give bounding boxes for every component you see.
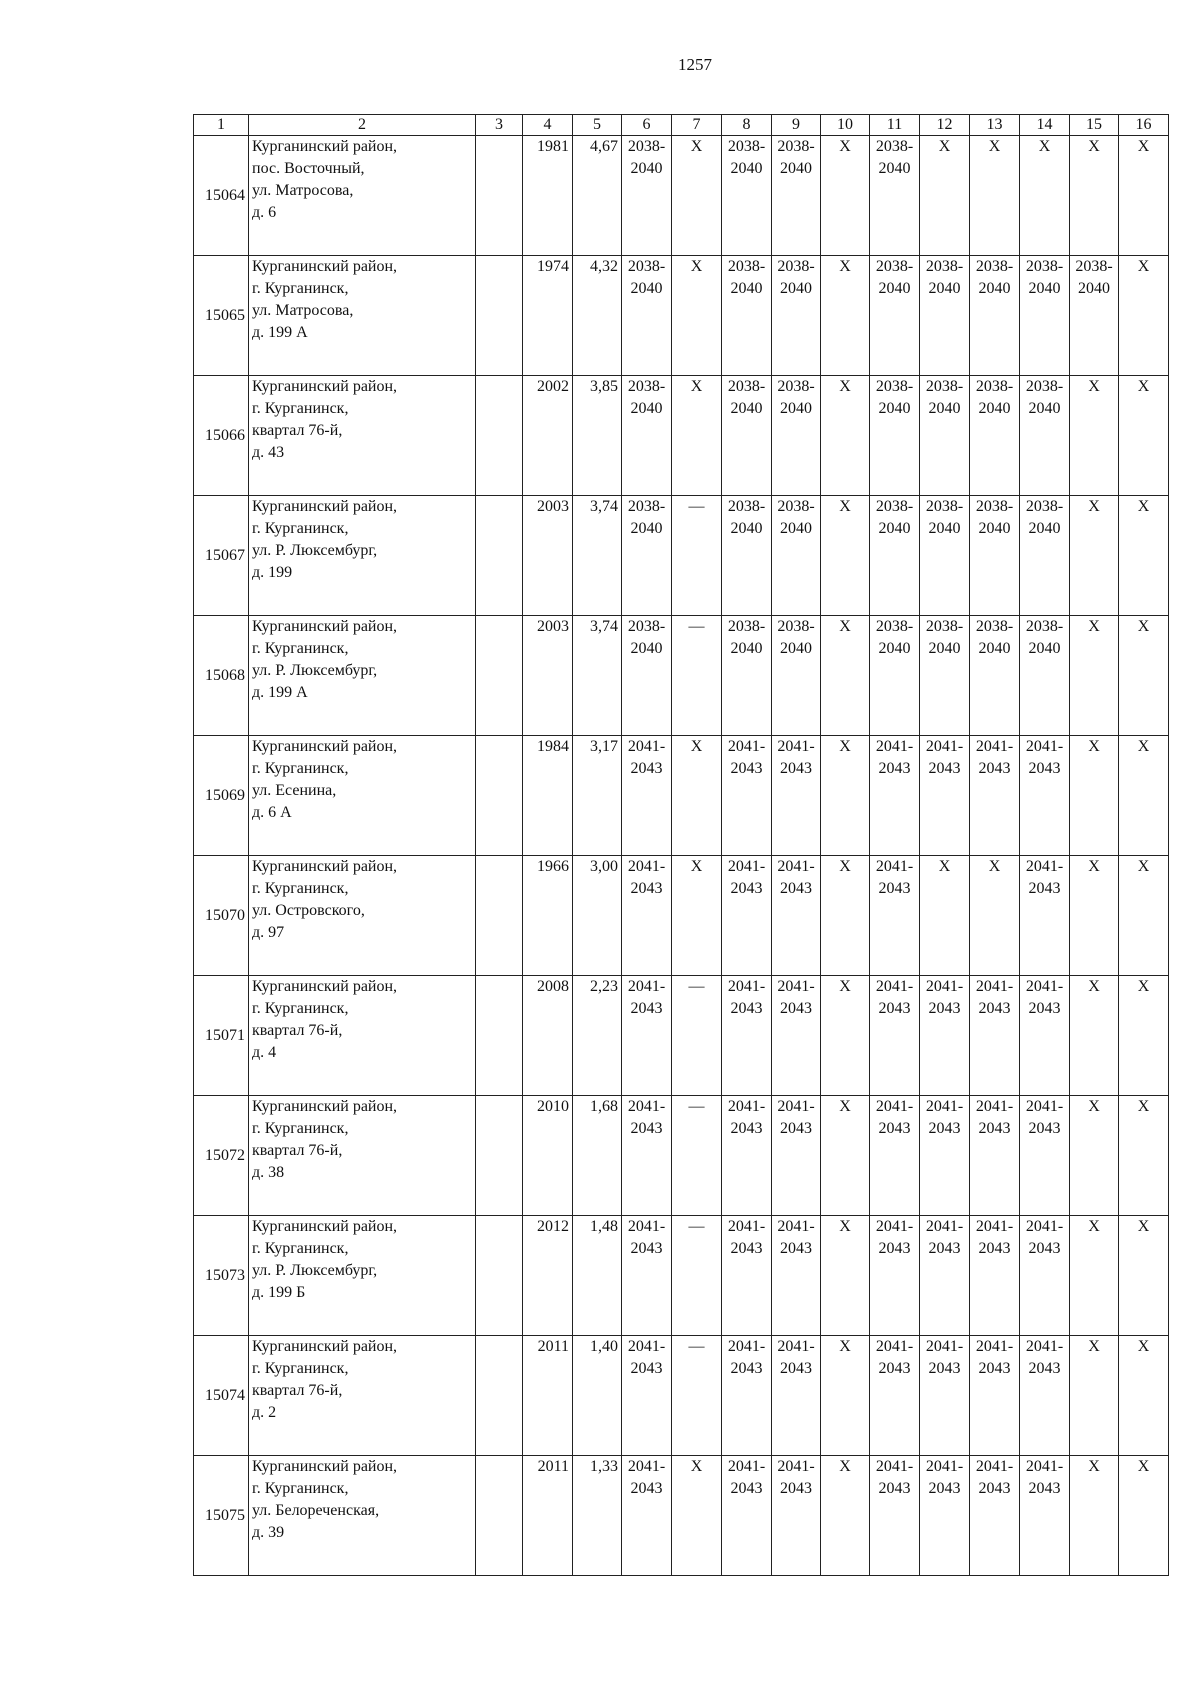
cell-col-6: 2041- 2043 (622, 976, 672, 1096)
cell-col-16: Х (1119, 1096, 1169, 1216)
cell-col-8: 2041- 2043 (722, 1336, 772, 1456)
cell-col-3 (476, 496, 523, 616)
cell-col-9: 2041- 2043 (772, 976, 821, 1096)
table-row (194, 376, 1169, 496)
table-row (194, 616, 1169, 736)
cell-col-16: Х (1119, 1456, 1169, 1576)
column-header-16: 16 (1119, 115, 1169, 136)
cell-col-14: 2038- 2040 (1020, 616, 1070, 736)
cell-col-16: Х (1119, 736, 1169, 856)
table-row (194, 1336, 1169, 1456)
cell-col-3 (476, 616, 523, 736)
cell-col-12: 2038- 2040 (920, 496, 970, 616)
cell-col-10: Х (821, 1336, 870, 1456)
page-number: 1257 (678, 55, 712, 74)
row-number: 15064 (194, 136, 249, 256)
cell-col-3 (476, 376, 523, 496)
cell-col-15: Х (1070, 1096, 1119, 1216)
cell-col-15: Х (1070, 736, 1119, 856)
cell-col-11: 2041- 2043 (870, 1456, 920, 1576)
cell-col-10: Х (821, 736, 870, 856)
address-cell: Курганинский район, г. Курганинск, квартал 76-й, д. 2 (249, 1336, 476, 1456)
cell-col-7: — (672, 1096, 722, 1216)
cell-col-4: 2012 (523, 1216, 573, 1336)
cell-col-5: 2,23 (573, 976, 622, 1096)
cell-col-6: 2038- 2040 (622, 496, 672, 616)
cell-col-3 (476, 1096, 523, 1216)
cell-col-7: Х (672, 376, 722, 496)
cell-col-7: Х (672, 736, 722, 856)
cell-col-16: Х (1119, 856, 1169, 976)
cell-col-7: — (672, 1216, 722, 1336)
cell-col-10: Х (821, 376, 870, 496)
cell-col-5: 4,67 (573, 136, 622, 256)
column-header-5: 5 (573, 115, 622, 136)
cell-col-7: — (672, 976, 722, 1096)
table-row (194, 1096, 1169, 1216)
cell-col-5: 1,33 (573, 1456, 622, 1576)
row-number: 15073 (194, 1216, 249, 1336)
cell-col-14: 2038- 2040 (1020, 256, 1070, 376)
column-header-1: 1 (194, 115, 249, 136)
cell-col-13: Х (970, 136, 1020, 256)
cell-col-7: — (672, 496, 722, 616)
cell-col-15: Х (1070, 1456, 1119, 1576)
cell-col-6: 2041- 2043 (622, 856, 672, 976)
column-header-4: 4 (523, 115, 573, 136)
cell-col-10: Х (821, 1096, 870, 1216)
row-number: 15066 (194, 376, 249, 496)
cell-col-4: 1984 (523, 736, 573, 856)
cell-col-6: 2041- 2043 (622, 1096, 672, 1216)
address-cell: Курганинский район, г. Курганинск, ул. Матросова, д. 199 А (249, 256, 476, 376)
cell-col-5: 3,00 (573, 856, 622, 976)
cell-col-9: 2038- 2040 (772, 256, 821, 376)
address-cell: Курганинский район, г. Курганинск, ул. Островского, д. 97 (249, 856, 476, 976)
cell-col-8: 2041- 2043 (722, 736, 772, 856)
cell-col-14: 2041- 2043 (1020, 1456, 1070, 1576)
cell-col-15: Х (1070, 856, 1119, 976)
address-cell: Курганинский район, г. Курганинск, квартал 76-й, д. 38 (249, 1096, 476, 1216)
cell-col-6: 2038- 2040 (622, 376, 672, 496)
address-cell: Курганинский район, г. Курганинск, ул. Р. Люксембург, д. 199 А (249, 616, 476, 736)
table-row (194, 136, 1169, 256)
cell-col-15: Х (1070, 376, 1119, 496)
cell-col-4: 2010 (523, 1096, 573, 1216)
cell-col-12: 2038- 2040 (920, 376, 970, 496)
cell-col-16: Х (1119, 496, 1169, 616)
cell-col-7: Х (672, 1456, 722, 1576)
cell-col-8: 2038- 2040 (722, 256, 772, 376)
cell-col-9: 2041- 2043 (772, 1456, 821, 1576)
cell-col-8: 2038- 2040 (722, 136, 772, 256)
cell-col-8: 2038- 2040 (722, 376, 772, 496)
cell-col-8: 2038- 2040 (722, 496, 772, 616)
cell-col-9: 2038- 2040 (772, 496, 821, 616)
cell-col-9: 2038- 2040 (772, 616, 821, 736)
cell-col-12: Х (920, 856, 970, 976)
cell-col-3 (476, 1216, 523, 1336)
cell-col-6: 2041- 2043 (622, 1456, 672, 1576)
row-number: 15067 (194, 496, 249, 616)
column-header-3: 3 (476, 115, 523, 136)
cell-col-14: 2041- 2043 (1020, 1096, 1070, 1216)
cell-col-5: 3,74 (573, 616, 622, 736)
cell-col-15: Х (1070, 1336, 1119, 1456)
cell-col-4: 2011 (523, 1336, 573, 1456)
cell-col-10: Х (821, 856, 870, 976)
cell-col-14: 2041- 2043 (1020, 856, 1070, 976)
cell-col-3 (476, 256, 523, 376)
cell-col-12: 2038- 2040 (920, 256, 970, 376)
cell-col-13: 2038- 2040 (970, 256, 1020, 376)
cell-col-14: Х (1020, 136, 1070, 256)
cell-col-11: 2038- 2040 (870, 256, 920, 376)
cell-col-8: 2038- 2040 (722, 616, 772, 736)
cell-col-15: Х (1070, 1216, 1119, 1336)
cell-col-13: 2041- 2043 (970, 1336, 1020, 1456)
column-header-6: 6 (622, 115, 672, 136)
cell-col-11: 2038- 2040 (870, 136, 920, 256)
column-header-10: 10 (821, 115, 870, 136)
cell-col-6: 2041- 2043 (622, 1336, 672, 1456)
cell-col-3 (476, 136, 523, 256)
cell-col-8: 2041- 2043 (722, 976, 772, 1096)
cell-col-16: Х (1119, 1216, 1169, 1336)
cell-col-9: 2038- 2040 (772, 376, 821, 496)
cell-col-16: Х (1119, 976, 1169, 1096)
cell-col-13: 2041- 2043 (970, 736, 1020, 856)
cell-col-13: 2038- 2040 (970, 616, 1020, 736)
cell-col-12: 2038- 2040 (920, 616, 970, 736)
cell-col-13: 2041- 2043 (970, 1456, 1020, 1576)
cell-col-11: 2041- 2043 (870, 1216, 920, 1336)
cell-col-14: 2038- 2040 (1020, 496, 1070, 616)
cell-col-8: 2041- 2043 (722, 1456, 772, 1576)
cell-col-12: 2041- 2043 (920, 1096, 970, 1216)
cell-col-15: Х (1070, 976, 1119, 1096)
cell-col-6: 2038- 2040 (622, 256, 672, 376)
cell-col-15: Х (1070, 616, 1119, 736)
cell-col-9: 2041- 2043 (772, 736, 821, 856)
cell-col-9: 2041- 2043 (772, 1216, 821, 1336)
cell-col-13: 2038- 2040 (970, 496, 1020, 616)
cell-col-4: 2003 (523, 496, 573, 616)
cell-col-11: 2041- 2043 (870, 736, 920, 856)
cell-col-12: Х (920, 136, 970, 256)
column-header-15: 15 (1070, 115, 1119, 136)
cell-col-16: Х (1119, 616, 1169, 736)
cell-col-6: 2041- 2043 (622, 1216, 672, 1336)
cell-col-5: 3,74 (573, 496, 622, 616)
cell-col-5: 3,85 (573, 376, 622, 496)
cell-col-13: Х (970, 856, 1020, 976)
row-number: 15074 (194, 1336, 249, 1456)
row-number: 15070 (194, 856, 249, 976)
row-number: 15072 (194, 1096, 249, 1216)
cell-col-9: 2038- 2040 (772, 136, 821, 256)
row-number: 15071 (194, 976, 249, 1096)
address-cell: Курганинский район, г. Курганинск, квартал 76-й, д. 43 (249, 376, 476, 496)
cell-col-12: 2041- 2043 (920, 1456, 970, 1576)
cell-col-14: 2038- 2040 (1020, 376, 1070, 496)
cell-col-4: 2008 (523, 976, 573, 1096)
cell-col-13: 2038- 2040 (970, 376, 1020, 496)
cell-col-8: 2041- 2043 (722, 1216, 772, 1336)
cell-col-7: Х (672, 256, 722, 376)
cell-col-10: Х (821, 1456, 870, 1576)
table-row (194, 256, 1169, 376)
cell-col-10: Х (821, 496, 870, 616)
table-row (194, 496, 1169, 616)
cell-col-11: 2038- 2040 (870, 616, 920, 736)
cell-col-14: 2041- 2043 (1020, 1336, 1070, 1456)
column-header-9: 9 (772, 115, 821, 136)
register-table (193, 114, 1169, 1576)
column-header-7: 7 (672, 115, 722, 136)
cell-col-9: 2041- 2043 (772, 1096, 821, 1216)
cell-col-5: 1,68 (573, 1096, 622, 1216)
cell-col-4: 2011 (523, 1456, 573, 1576)
cell-col-16: Х (1119, 136, 1169, 256)
cell-col-15: 2038- 2040 (1070, 256, 1119, 376)
cell-col-8: 2041- 2043 (722, 856, 772, 976)
cell-col-3 (476, 856, 523, 976)
cell-col-12: 2041- 2043 (920, 1216, 970, 1336)
cell-col-6: 2038- 2040 (622, 616, 672, 736)
cell-col-9: 2041- 2043 (772, 1336, 821, 1456)
cell-col-11: 2038- 2040 (870, 496, 920, 616)
cell-col-10: Х (821, 1216, 870, 1336)
cell-col-15: Х (1070, 136, 1119, 256)
address-cell: Курганинский район, г. Курганинск, квартал 76-й, д. 4 (249, 976, 476, 1096)
column-header-12: 12 (920, 115, 970, 136)
cell-col-11: 2038- 2040 (870, 376, 920, 496)
cell-col-3 (476, 1456, 523, 1576)
column-header-14: 14 (1020, 115, 1070, 136)
cell-col-10: Х (821, 616, 870, 736)
cell-col-15: Х (1070, 496, 1119, 616)
cell-col-5: 3,17 (573, 736, 622, 856)
address-cell: Курганинский район, пос. Восточный, ул. Матросова, д. 6 (249, 136, 476, 256)
cell-col-5: 4,32 (573, 256, 622, 376)
table-row (194, 1456, 1169, 1576)
cell-col-14: 2041- 2043 (1020, 736, 1070, 856)
column-header-11: 11 (870, 115, 920, 136)
row-number: 15068 (194, 616, 249, 736)
cell-col-6: 2038- 2040 (622, 136, 672, 256)
cell-col-12: 2041- 2043 (920, 976, 970, 1096)
cell-col-11: 2041- 2043 (870, 1096, 920, 1216)
cell-col-16: Х (1119, 256, 1169, 376)
cell-col-9: 2041- 2043 (772, 856, 821, 976)
cell-col-12: 2041- 2043 (920, 1336, 970, 1456)
row-number: 15065 (194, 256, 249, 376)
cell-col-12: 2041- 2043 (920, 736, 970, 856)
cell-col-13: 2041- 2043 (970, 976, 1020, 1096)
address-cell: Курганинский район, г. Курганинск, ул. Белореченская, д. 39 (249, 1456, 476, 1576)
cell-col-4: 1966 (523, 856, 573, 976)
cell-col-11: 2041- 2043 (870, 1336, 920, 1456)
column-header-8: 8 (722, 115, 772, 136)
cell-col-16: Х (1119, 1336, 1169, 1456)
cell-col-7: — (672, 616, 722, 736)
address-cell: Курганинский район, г. Курганинск, ул. Р. Люксембург, д. 199 (249, 496, 476, 616)
table-row (194, 856, 1169, 976)
cell-col-11: 2041- 2043 (870, 976, 920, 1096)
cell-col-10: Х (821, 256, 870, 376)
cell-col-5: 1,40 (573, 1336, 622, 1456)
row-number: 15075 (194, 1456, 249, 1576)
row-number: 15069 (194, 736, 249, 856)
table-body (194, 115, 1169, 1576)
cell-col-3 (476, 736, 523, 856)
table-row (194, 736, 1169, 856)
cell-col-7: — (672, 1336, 722, 1456)
cell-col-10: Х (821, 136, 870, 256)
address-cell: Курганинский район, г. Курганинск, ул. Р. Люксембург, д. 199 Б (249, 1216, 476, 1336)
column-header-2: 2 (249, 115, 476, 136)
table-row (194, 1216, 1169, 1336)
cell-col-3 (476, 1336, 523, 1456)
cell-col-4: 2003 (523, 616, 573, 736)
table-row (194, 976, 1169, 1096)
header-row (194, 115, 1169, 136)
cell-col-16: Х (1119, 376, 1169, 496)
cell-col-10: Х (821, 976, 870, 1096)
cell-col-4: 1974 (523, 256, 573, 376)
cell-col-5: 1,48 (573, 1216, 622, 1336)
cell-col-13: 2041- 2043 (970, 1096, 1020, 1216)
cell-col-7: Х (672, 856, 722, 976)
cell-col-3 (476, 976, 523, 1096)
cell-col-11: 2041- 2043 (870, 856, 920, 976)
address-cell: Курганинский район, г. Курганинск, ул. Есенина, д. 6 А (249, 736, 476, 856)
cell-col-14: 2041- 2043 (1020, 976, 1070, 1096)
cell-col-8: 2041- 2043 (722, 1096, 772, 1216)
cell-col-13: 2041- 2043 (970, 1216, 1020, 1336)
cell-col-6: 2041- 2043 (622, 736, 672, 856)
column-header-13: 13 (970, 115, 1020, 136)
cell-col-7: Х (672, 136, 722, 256)
cell-col-4: 1981 (523, 136, 573, 256)
cell-col-14: 2041- 2043 (1020, 1216, 1070, 1336)
cell-col-4: 2002 (523, 376, 573, 496)
